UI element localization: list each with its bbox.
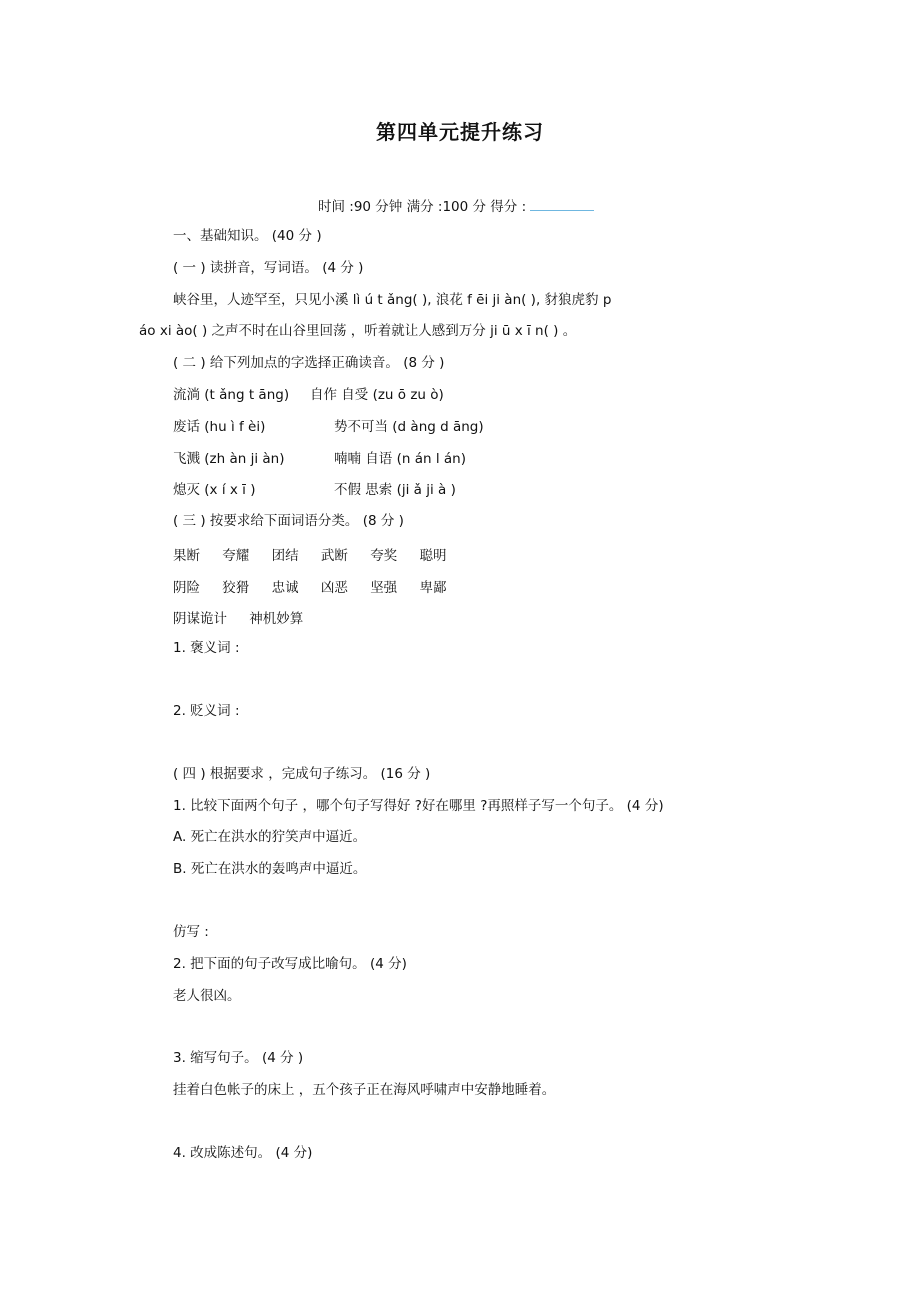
subsection-heading: ( 四 ) 根据要求 ，完成句子练习。 (16 分 ) [173, 766, 431, 782]
word: 坚强 [370, 580, 398, 596]
pronunciation-item: 自作 自受 (zu ō zu ò) [310, 387, 444, 403]
question: 3. 缩写句子。 (4 分 ) [173, 1050, 304, 1066]
pinyin-passage-line: 峡谷里，人迹罕至，只见小溪 lì ú t ǎng( ), 浪花 f ēi ji àn( ), 豺狼虎豹 p [173, 292, 612, 308]
pinyin-passage-line: áo xi ào( ) 之声不时在山谷里回荡 ，听着就让人感到万分 ji ū x ī n( ) 。 [139, 323, 577, 339]
question: 4. 改成陈述句。 (4 分) [173, 1145, 313, 1161]
pronunciation-item: 不假 思索 (ji ǎ ji à ) [334, 482, 456, 498]
word: 忠诚 [271, 580, 299, 596]
section-heading: 一、基础知识。 (40 分 ) [173, 228, 322, 244]
subsection-heading: ( 一 ) 读拼音，写词语。 (4 分 ) [173, 260, 364, 276]
imitate-label: 仿写 : [173, 924, 209, 940]
word-row [173, 576, 464, 596]
question: 2. 把下面的句子改写成比喻句。 (4 分) [173, 956, 407, 972]
question-derog: 2. 贬义词 : [173, 703, 240, 719]
word-row [173, 544, 464, 564]
sentence-option: B. 死亡在洪水的轰鸣声中逼近。 [173, 861, 367, 877]
sentence-option: A. 死亡在洪水的狞笑声中逼近。 [173, 829, 367, 845]
pronunciation-item: 飞溅 (zh àn ji àn) [173, 451, 285, 467]
subsection-heading: ( 二 ) 给下列加点的字选择正确读音。 (8 分 ) [173, 355, 445, 371]
word: 阴谋诡计 [173, 611, 227, 627]
word: 团结 [271, 548, 299, 564]
pronunciation-item: 废话 (hu ì f èi) [173, 419, 266, 435]
word-row [173, 607, 321, 627]
pronunciation-item: 流淌 (t ǎng t āng) [173, 387, 290, 403]
word: 凶恶 [320, 580, 348, 596]
question-sentence: 老人很凶。 [173, 988, 241, 1004]
score-blank [530, 196, 594, 211]
pronunciation-item: 熄灭 (x í x ī ) [173, 482, 256, 498]
pronunciation-item: 势不可当 (d àng d āng) [334, 419, 484, 435]
word: 果断 [173, 548, 200, 564]
exam-meta-text: 时间 :90 分钟 满分 :100 分 得分 : [318, 199, 527, 215]
question-sentence: 挂着白色帐子的床上 ，五个孩子正在海风呼啸声中安静地睡着。 [173, 1082, 556, 1098]
word: 夸奖 [370, 548, 398, 564]
word: 阴险 [173, 580, 200, 596]
word: 夸耀 [222, 548, 250, 564]
pronunciation-item: 喃喃 自语 (n án l án) [334, 451, 466, 467]
word: 武断 [320, 548, 348, 564]
page-title: 第四单元提升练习 [376, 120, 544, 144]
word: 神机妙算 [249, 611, 304, 627]
word: 狡猾 [222, 580, 250, 596]
word: 卑鄙 [419, 580, 447, 596]
word: 聪明 [419, 548, 447, 564]
exam-meta [318, 196, 594, 216]
question-praise: 1. 褒义词 : [173, 640, 240, 656]
question: 1. 比较下面两个句子 ，哪个句子写得好 ?好在哪里 ?再照样子写一个句子。 (4 分) [173, 798, 664, 814]
subsection-heading: ( 三 ) 按要求给下面词语分类。 (8 分 ) [173, 513, 404, 529]
